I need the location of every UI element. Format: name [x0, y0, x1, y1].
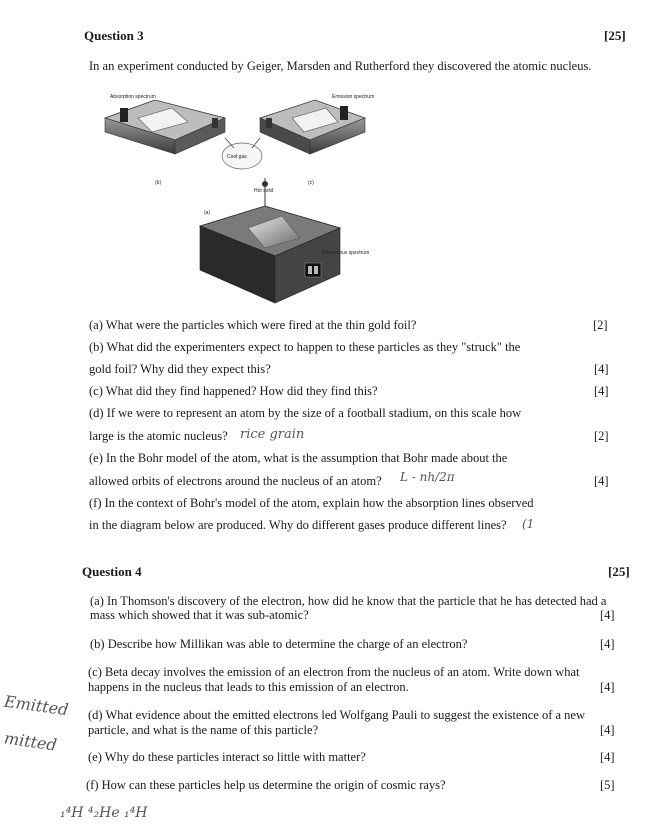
q3-part-d-line2: large is the atomic nucleus?: [89, 429, 228, 443]
q4-part-d-line2: particle, and what is the name of this particle?: [88, 723, 319, 737]
handwritten-note-d: rice grain: [240, 427, 305, 442]
q4-part-e: (e) Why do these particles interact so little with matter?: [88, 750, 366, 764]
q4-part-f: (f) How can these particles help us determine the origin of cosmic rays?: [86, 778, 446, 792]
q3-part-b-line1: (b) What did the experimenters expect to happen to these particles as they "struck" the: [89, 340, 521, 354]
q4-part-e-marks: [4]: [600, 750, 615, 764]
q4-part-a-marks: [4]: [600, 608, 615, 622]
q3-part-f-line2: in the diagram below are produced. Why do different gases produce different lines?: [89, 518, 507, 532]
q3-part-d-marks: [2]: [594, 429, 609, 443]
absorption-platform: [105, 100, 225, 154]
cool-gas-label: Cool gas: [227, 154, 247, 160]
handwritten-margin-note-1: Emitted: [2, 691, 70, 720]
handwritten-note-f: (1: [522, 517, 535, 531]
q4-marks: [25]: [608, 564, 630, 579]
q3-part-d-line1: (d) If we were to represent an atom by the size of a football stadium, on this scale how: [89, 406, 522, 420]
diagram-label-b: (b): [155, 180, 162, 186]
q4-part-b: (b) Describe how Millikan was able to determine the charge of an electron?: [90, 637, 468, 651]
q3-part-c-marks: [4]: [594, 384, 609, 398]
absorption-label: Absorption spectrum: [110, 94, 156, 100]
q4-part-c-line2: happens in the nucleus that leads to this emission of an electron.: [88, 680, 409, 694]
q3-part-b-marks: [4]: [594, 362, 609, 376]
q3-intro: In an experiment conducted by Geiger, Marsden and Rutherford they discovered the atomic nucleus.: [89, 59, 592, 73]
q3-part-c: (c) What did they find happened? How did they find this?: [89, 384, 378, 398]
hot-solid-label: Hot solid: [254, 188, 274, 194]
q4-part-a-line2: mass which showed that it was sub-atomic?: [90, 608, 309, 622]
q4-part-d-marks: [4]: [600, 723, 615, 737]
handwritten-margin-note-2: mitted: [2, 728, 58, 755]
diagram-label-a: (a): [204, 210, 211, 216]
continuous-platform: [200, 206, 340, 303]
spectra-diagram: [100, 88, 390, 310]
q3-part-e-marks: [4]: [594, 474, 609, 488]
q4-part-c-marks: [4]: [600, 680, 615, 694]
q4-title: Question 4: [82, 564, 142, 579]
q3-marks: [25]: [604, 28, 626, 43]
q3-title: Question 3: [84, 28, 144, 43]
q3-part-e-line1: (e) In the Bohr model of the atom, what is the assumption that Bohr made about the: [89, 451, 508, 465]
hot-solid-icon: [262, 181, 268, 187]
q4-part-d-line1: (d) What evidence about the emitted electrons led Wolfgang Pauli to suggest the existence of a new: [88, 708, 585, 722]
q4-part-b-marks: [4]: [600, 637, 615, 651]
q4-part-c-line1: (c) Beta decay involves the emission of an electron from the nucleus of an atom. Write down what: [88, 665, 580, 679]
q3-part-f-line1: (f) In the context of Bohr's model of the atom, explain how the absorption lines observed: [89, 496, 534, 510]
emission-platform: [260, 100, 365, 154]
q4-part-f-marks: [5]: [600, 778, 615, 792]
q4-part-a-line1: (a) In Thomson's discovery of the electron, how did he know that the particle that he has detected had a: [90, 594, 607, 608]
q3-part-b-line2: gold foil? Why did they expect this?: [89, 362, 271, 376]
q3-part-e-line2: allowed orbits of electrons around the nucleus of an atom?: [89, 474, 382, 488]
q3-part-a: (a) What were the particles which were fired at the thin gold foil?: [89, 318, 417, 332]
q3-part-a-marks: [2]: [593, 318, 608, 332]
emission-label: Emission spectrum: [332, 94, 375, 100]
handwritten-note-e: L - nh/2π: [400, 470, 455, 484]
continuous-label: Continuous spectrum: [322, 250, 370, 256]
diagram-label-c: (c): [308, 180, 314, 186]
handwritten-bottom-note: ₁⁴H ⁴₂He ₁⁴H: [60, 805, 148, 821]
